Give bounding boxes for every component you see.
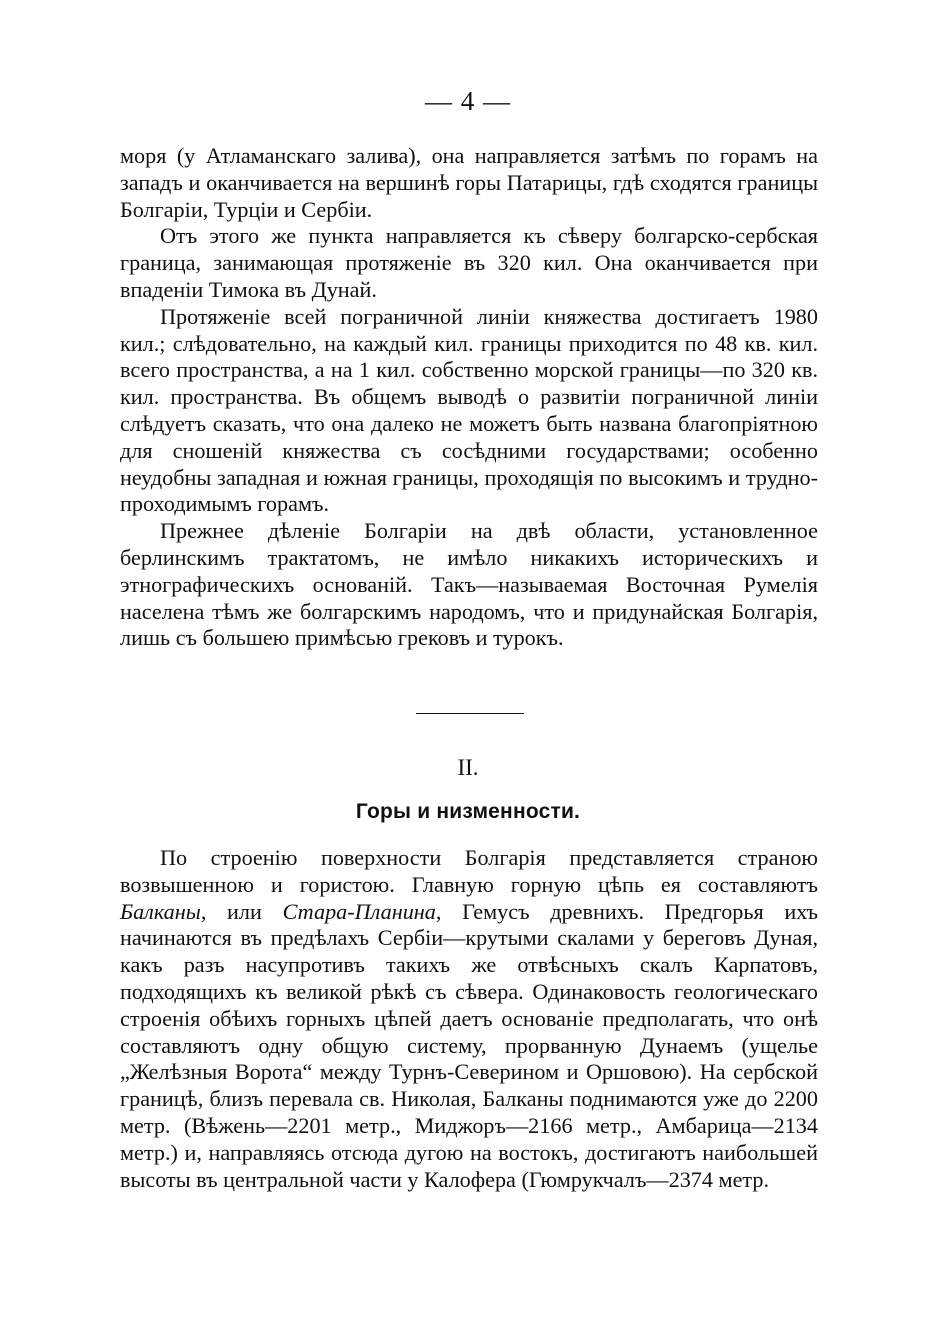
paragraph-mountains (120, 845, 818, 1193)
paragraph-rumelia: Прежнее дѣленіе Болгаріи на двѣ области, установленное берлинскимъ трактатомъ, не имѣло никакихъ историческихъ и этнографическихъ основаній. Такъ—называемая Восточная Румелія населена тѣмъ же болгарскимъ народомъ, что и придунайская Болгарія, лишь съ большею примѣсью грековъ и турокъ. (120, 518, 818, 651)
text-run: По строенію поверхности Болгарія представляется страною возвышенною и гористою. Главную горную цѣпь ея составляютъ (120, 845, 818, 897)
section-number: II. (457, 755, 479, 780)
text-run: , или (200, 898, 283, 924)
text-run: , Гемусъ древнихъ. Предгорья ихъ начинаются въ предѣлахъ Сербіи—крутыми скалами у береговъ Дуная, какъ разъ насупротивъ такихъ же отвѣсныхъ скалъ Карпатовъ, подходящихъ къ великой рѣкѣ съ сѣвера. Одинаковость геологическаго строенія обѣихъ горныхъ цѣпей даетъ основаніе предполагать, что онѣ составляютъ одну общую систему, прорванную Дунаемъ (ущелье „Желѣзныя Ворота“ между Турнъ-Северином и Оршовою). На сербской границѣ, близъ перевала св. Николая, Балканы поднимаются уже до 2200 метр. (Вѣжень—2201 метр., Миджоръ—2166 метр., Амбарица—2134 метр.) и, направляясь отсюда дугою на востокъ, достигаютъ наибольшей высоты въ центральной части у Калофера (Гюмрукчалъ—2374 метр. (120, 898, 818, 1192)
section-divider (416, 713, 524, 714)
text-block-borders (120, 143, 818, 652)
emphasis-balkans: Балканы (120, 898, 201, 924)
section-title: Горы и низменности. (355, 800, 581, 823)
page-number: — 4 — (425, 86, 511, 116)
emphasis-stara-planina: Стара-Планина (282, 898, 436, 924)
paragraph-serbian-border: Отъ этого же пункта направляется къ сѣверу болгарско-сербская граница, занимающая протяженіе въ 320 кил. Она оканчивается при впаденіи Тимока въ Дунай. (120, 223, 818, 302)
paragraph-border-length: Протяженіе всей пограничной линіи княжества достигаетъ 1980 кил.; слѣдовательно, на каждый кил. границы приходится по 48 кв. кил. всего пространства, а на 1 кил. собственно морской границы—по 320 кв. кил. пространства. Въ общемъ выводѣ о развитіи пограничной линіи слѣдуетъ сказать, что она далеко не можетъ быть названа благопріятною для сношеній княжества съ сосѣдними государствами; особенно неудобны западная и южная границы, проходящія по высокимъ и трудно-проходимымъ горамъ. (120, 303, 818, 517)
paragraph-continued: моря (у Атламанскаго залива), она направляется затѣмъ по горамъ на западъ и оканчивается на вершинѣ горы Патарицы, гдѣ сходятся границы Болгаріи, Турціи и Сербіи. (120, 143, 818, 222)
text-block-mountains (120, 845, 818, 1193)
